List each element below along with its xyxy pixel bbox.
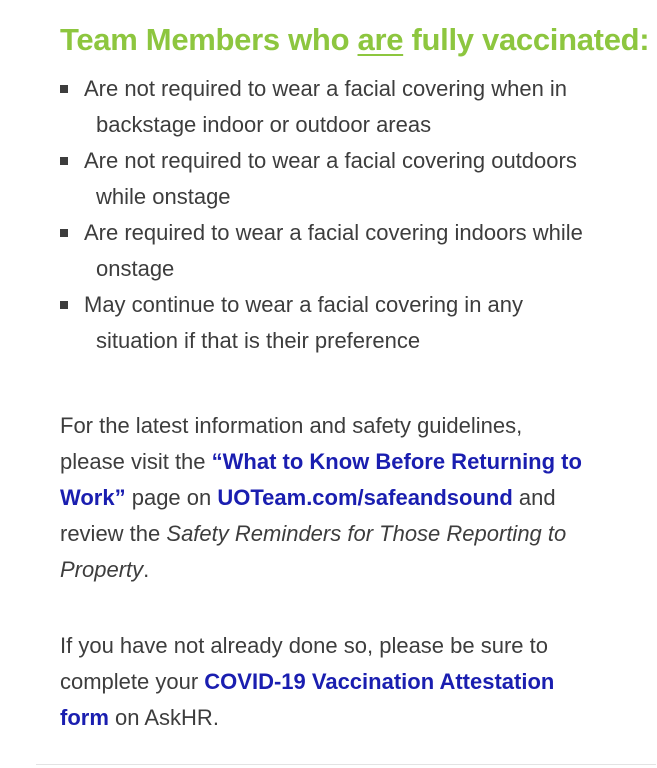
paragraph-text: on AskHR.: [108, 705, 219, 730]
paragraph-line: [60, 444, 640, 480]
paragraph-line: [60, 664, 640, 700]
vaccinated-heading: [60, 18, 650, 62]
paragraph-text: complete your: [60, 669, 205, 694]
safety-info-paragraph: [60, 408, 640, 588]
paragraph-text: .: [143, 557, 150, 582]
paragraph-line: [60, 480, 640, 516]
list-item-line: May continue to wear a facial covering in any: [84, 292, 524, 317]
square-bullet-icon: [60, 85, 68, 93]
list-item: [60, 71, 640, 143]
list-item-line: Are not required to wear a facial covering outdoors: [84, 148, 577, 173]
safety-reminders-title-continued: Property: [60, 557, 144, 582]
paragraph-line: [60, 552, 640, 588]
attestation-paragraph: [60, 628, 640, 736]
list-item-line: Are required to wear a facial covering indoors while: [84, 220, 583, 245]
square-bullet-icon: [60, 229, 68, 237]
attestation-form-link[interactable]: COVID-19 Vaccination Attestation: [204, 669, 555, 694]
square-bullet-icon: [60, 301, 68, 309]
list-item: [60, 143, 640, 215]
what-to-know-link[interactable]: “What to Know Before Returning to: [211, 449, 582, 474]
list-item-line: backstage indoor or outdoor areas: [96, 112, 432, 137]
uoteam-safeandsound-link[interactable]: UOTeam.com/safeandsound: [217, 485, 513, 510]
what-to-know-link-continued[interactable]: Work”: [60, 485, 126, 510]
email-body: [60, 18, 650, 736]
safety-reminders-title: Safety Reminders for Those Reporting to: [166, 521, 567, 546]
paragraph-line: [60, 700, 640, 736]
square-bullet-icon: [60, 157, 68, 165]
paragraph-text: page on: [125, 485, 218, 510]
list-item: [60, 287, 640, 359]
bottom-divider: [36, 764, 656, 765]
heading-text-before: Team Members who: [60, 22, 358, 57]
list-item-line: situation if that is their preference: [96, 328, 421, 353]
list-item-line: onstage: [96, 256, 175, 281]
vaccinated-rules-list: [60, 71, 640, 359]
paragraph-text: please visit the: [60, 449, 212, 474]
heading-text-after: fully vaccinated:: [403, 22, 650, 57]
paragraph-line: For the latest information and safety guidelines,: [60, 413, 523, 438]
list-item: [60, 215, 640, 287]
paragraph-text: and: [512, 485, 556, 510]
heading-underlined-word: are: [357, 22, 404, 57]
attestation-form-link-continued[interactable]: form: [60, 705, 109, 730]
paragraph-line: If you have not already done so, please be sure to: [60, 633, 548, 658]
list-item-line: Are not required to wear a facial covering when in: [84, 76, 568, 101]
paragraph-line: [60, 516, 640, 552]
paragraph-text: review the: [60, 521, 167, 546]
list-item-line: while onstage: [96, 184, 231, 209]
